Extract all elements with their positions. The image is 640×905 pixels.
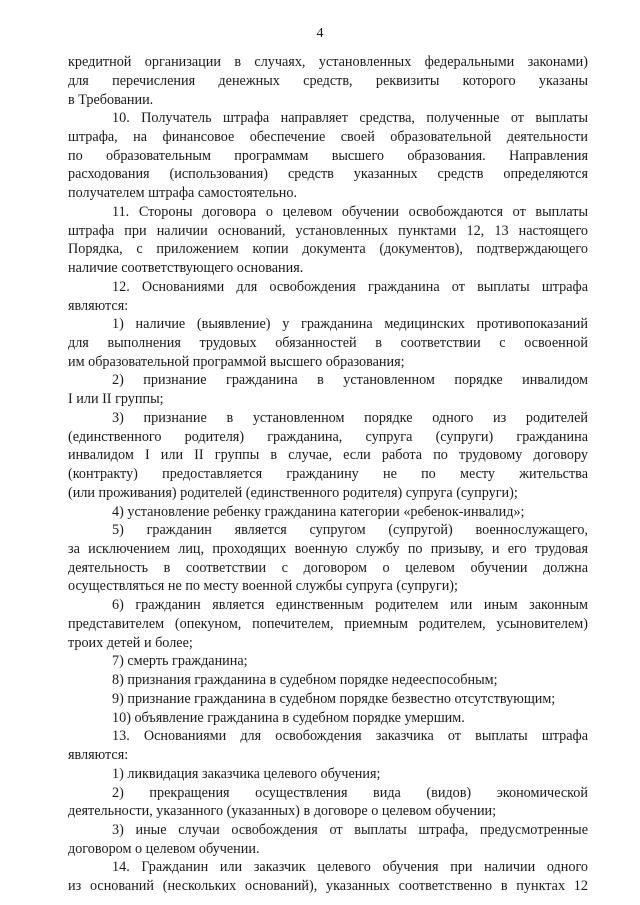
text-line: 12. Основаниями для освобождения гражданина от выплаты штрафа [112, 278, 588, 295]
text-line: 6) гражданин является единственным родителем или иным законным [112, 597, 588, 614]
text-line: из оснований (нескольких оснований), указанных соответственно в пунктах 12 [68, 878, 588, 895]
text-line: 7) смерть гражданина; [112, 653, 248, 670]
text-line: являются: [68, 747, 129, 763]
text-line: им образовательной программой высшего образования; [68, 353, 405, 370]
text-line: 5) гражданин является супругом (супругой) военнослужащего, [112, 522, 588, 539]
text-line: троих детей и более; [68, 634, 193, 651]
text-line: осуществляться не по месту военной службы супруга (супруги); [68, 578, 458, 595]
text-line: получателем штрафа самостоятельно. [68, 185, 297, 202]
page-number: 4 [316, 26, 324, 41]
text-line: для выполнения трудовых обязанностей в соответствии с освоенной [68, 334, 588, 351]
text-line: 9) признание гражданина в судебном порядке безвестно отсутствующим; [112, 690, 556, 707]
text-line: 2) признание гражданина в установленном порядке инвалидом [112, 372, 588, 389]
text-line: штрафа при наличии оснований, установленных пунктами 12, 13 настоящего [68, 222, 588, 239]
text-line: представителем (опекуном, попечителем, приемным родителем, усыновителем) [68, 615, 588, 632]
text-line: 13. Основаниями для освобождения заказчика от выплаты штрафа [112, 728, 588, 745]
text-line: за исключением лиц, проходящих военную службу по призыву, и его трудовая [68, 541, 588, 557]
text-line: являются: [68, 297, 129, 314]
text-line: 10) объявление гражданина в судебном порядке умершим. [112, 709, 465, 726]
text-line: расходования (использования) средств указанных средств определяются [68, 166, 588, 183]
text-line: 1) наличие (выявление) у гражданина медицинских противопоказаний [112, 316, 588, 333]
text-line: (или проживания) родителей (единственного родителя) супруга (супруги); [68, 484, 518, 501]
text-line: 11. Стороны договора о целевом обучении освобождаются от выплаты [112, 203, 588, 220]
text-line: деятельность в соответствии с договором о целевом обучении должна [68, 559, 588, 576]
text-line: I или II группы; [68, 391, 164, 408]
text-line: 3) признание в установленном порядке одного из родителей [112, 409, 588, 426]
text-line: 1) ликвидация заказчика целевого обучения; [112, 765, 381, 782]
text-line: (контракту) предоставляется гражданину не по месту жительства [68, 466, 588, 483]
text-line: по образовательным программам высшего образования. Направления [68, 147, 588, 164]
text-line: (единственного родителя) гражданина, супруга (супруги) гражданина [68, 428, 588, 445]
text-line: наличие соответствующего основания. [68, 260, 304, 276]
text-line: инвалидом I или II группы в случае, если работа по трудовому договору [68, 447, 588, 464]
text-line: штрафа, на финансовое обеспечение своей образовательной деятельности [68, 128, 588, 145]
text-line: 4) установление ребенку гражданина категории «ребенок-инвалид»; [112, 503, 525, 520]
text-line: для перечисления денежных средств, реквизиты которого указаны [68, 72, 588, 89]
text-line: Порядка, с приложением копии документа (документов), подтверждающего [68, 241, 588, 258]
text-line: кредитной организации в случаях, установленных федеральными законами) [68, 54, 588, 70]
text-line: 10. Получатель штрафа направляет средства, полученные от выплаты [112, 110, 588, 127]
text-line: 8) признания гражданина в судебном порядке недееспособным; [112, 672, 498, 689]
text-line: деятельности, указанного (указанных) в договоре о целевом обучении; [68, 803, 497, 820]
text-line: в Требовании. [68, 91, 154, 108]
text-line: договором о целевом обучении. [68, 840, 260, 857]
text-line: 14. Гражданин или заказчик целевого обучения при наличии одного [112, 859, 588, 876]
text-line: 2) прекращения осуществления вида (видов) экономической [112, 784, 588, 801]
text-line: 3) иные случаи освобождения от выплаты штрафа, предусмотренные [112, 821, 588, 838]
